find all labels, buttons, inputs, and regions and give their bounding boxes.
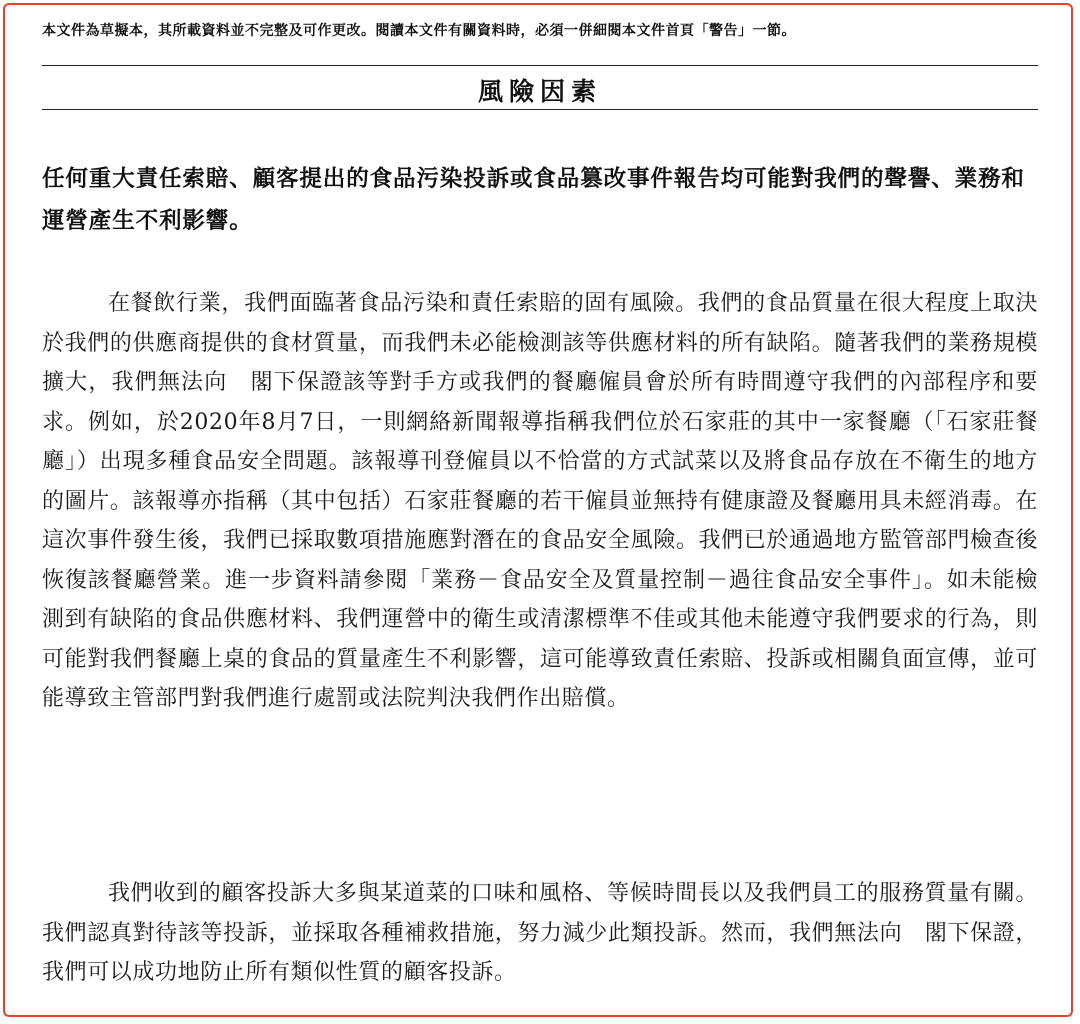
paragraph-food-contamination: 在餐飲行業，我們面臨著食品污染和責任索賠的固有風險。我們的食品質量在很大程度上取決於我們的供應商提供的食材質量，而我們未必能檢測該等供應材料的所有缺陷。隨著我們的業務規模擴大，我們無法向 閣下保證該等對手方或我們的餐廳僱員會於所有時間遵守我們的內部程序和要求。例如，於2020年8月7日，一則網絡新聞報導指稱我們位於石家莊的其中一家餐廳（「石家莊餐廳」）出現多種食品安全問題。該報導刊登僱員以不恰當的方式試菜以及將食品存放在不衛生的地方的圖片。該報導亦指稱（其中包括）石家莊餐廳的若干僱員並無持有健康證及餐廳用具未經消毒。在這次事件發生後，我們已採取數項措施應對潛在的食品安全風險。我們已於通過地方監管部門檢查後恢復該餐廳營業。進一步資料請參閱「業務－食品安全及質量控制－過往食品安全事件」。如未能檢測到有缺陷的食品供應材料、我們運營中的衛生或清潔標準不佳或其他未能遵守我們要求的行為，則可能對我們餐廳上桌的食品的質量產生不利影響，這可能導致責任索賠、投訴或相關負面宣傳，並可能導致主管部門對我們進行處罰或法院判決我們作出賠償。: [42, 291, 1038, 711]
draft-notice: 本文件為草擬本，其所載資料並不完整及可作更改。閱讀本文件有關資料時，必須一併細閱本文件首頁「警告」一節。: [42, 23, 796, 39]
paragraph-customer-complaints: 我們收到的顧客投訴大多與某道菜的口味和風格、等候時間長以及我們員工的服務質量有關。我們認真對待該等投訴，並採取各種補救措施，努力減少此類投訴。然而，我們無法向 閣下保證，我們可以成功地防止所有類似性質的顧客投訴。: [42, 881, 1038, 985]
title-top-rule: [42, 65, 1038, 66]
risk-heading: 任何重大責任索賠、顧客提出的食品污染投訴或食品篡改事件報告均可能對我們的聲譽、業務和運營產生不利影響。: [42, 166, 1025, 234]
section-title: 風險因素: [477, 77, 602, 106]
title-bottom-rule: [42, 109, 1038, 110]
